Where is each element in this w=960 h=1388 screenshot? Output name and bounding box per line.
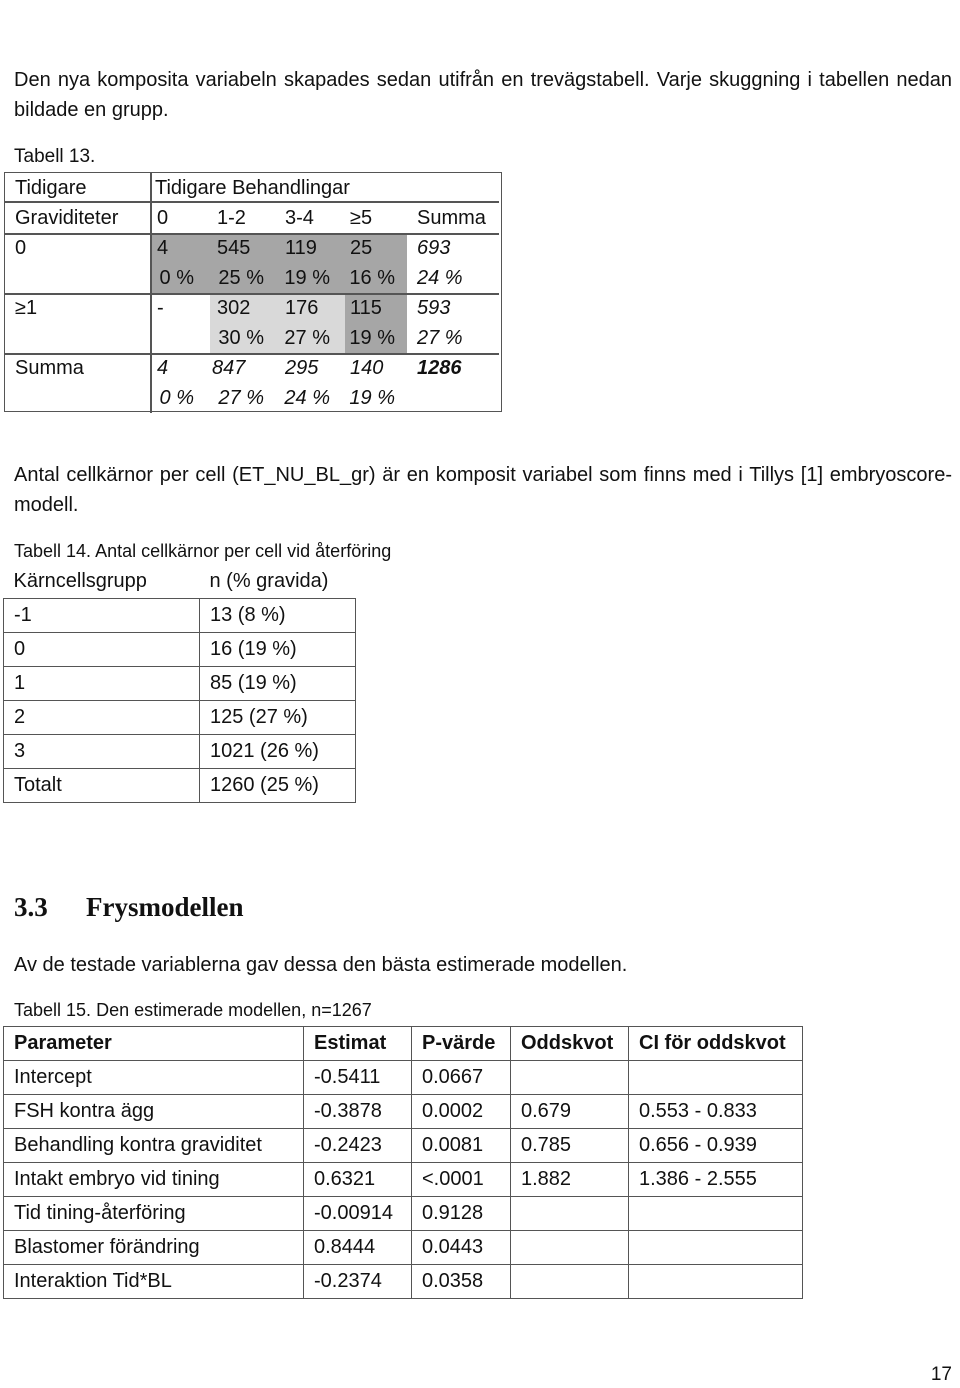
column-header: 1-2 — [217, 207, 246, 229]
cell-count: 545 — [217, 237, 251, 259]
table15-cell: -0.2374 — [304, 1265, 412, 1299]
cell-pct: 24 % — [417, 267, 463, 289]
table-row — [4, 1265, 803, 1299]
table14-cell: 13 (8 %) — [200, 599, 356, 633]
table15-header: Parameter — [4, 1027, 304, 1061]
cell-count: 693 — [417, 237, 451, 259]
table15-cell: 0.0443 — [412, 1231, 511, 1265]
row-header-label: Tidigare — [15, 177, 87, 199]
page-number: 17 — [930, 1364, 952, 1385]
table14-caption-label: Tabell 14. — [14, 541, 92, 561]
table13-caption: Tabell 13. — [14, 146, 96, 167]
table15-caption-label: Tabell 15. — [14, 1000, 92, 1020]
cell-pct: 27 % — [218, 387, 264, 409]
table-row — [4, 1129, 803, 1163]
column-header: 3-4 — [285, 207, 314, 229]
table-row — [4, 667, 356, 701]
row-header-label: Graviditeter — [15, 207, 119, 229]
table-row — [4, 1197, 803, 1231]
table15-cell: -0.5411 — [304, 1061, 412, 1095]
table15-cell: Intakt embryo vid tining — [4, 1163, 304, 1197]
table15-cell — [511, 1061, 629, 1095]
cell-count: 847 — [212, 357, 246, 379]
column-header: Summa — [417, 207, 486, 229]
table15-cell: 0.656 - 0.939 — [629, 1129, 803, 1163]
table14 — [3, 565, 356, 803]
table15-caption — [14, 1000, 372, 1021]
table15-cell: Intercept — [4, 1061, 304, 1095]
table15-cell: Behandling kontra graviditet — [4, 1129, 304, 1163]
composite-variable-paragraph: Antal cellkärnor per cell (ET_NU_BL_gr) är en komposit variabel som finns med i Tillys [1] embryoscore-modell. — [14, 464, 952, 516]
table15-cell: -0.2423 — [304, 1129, 412, 1163]
cell-count: 176 — [285, 297, 319, 319]
row-label: 0 — [15, 237, 27, 259]
table15-cell: Blastomer förändring — [4, 1231, 304, 1265]
table15-header: Oddskvot — [511, 1027, 629, 1061]
cell-count: 140 — [350, 357, 384, 379]
cell-pct: 19 % — [284, 267, 330, 289]
table15-cell: 0.6321 — [304, 1163, 412, 1197]
section-number: 3.3 — [14, 892, 48, 922]
table14-cell: 1 — [4, 667, 200, 701]
table-row — [4, 633, 356, 667]
table15-header: P-värde — [412, 1027, 511, 1061]
table15-cell: 0.0002 — [412, 1095, 511, 1129]
table15-cell — [629, 1061, 803, 1095]
cell-count: 295 — [285, 357, 319, 379]
section-heading — [14, 892, 243, 923]
cell-pct: 27 % — [417, 327, 463, 349]
table-row — [4, 1061, 803, 1095]
cell-count: 119 — [285, 237, 317, 259]
cell-pct: 19 % — [349, 387, 395, 409]
table13 — [4, 172, 502, 412]
cell-count: 4 — [157, 357, 169, 379]
table14-caption-text: Antal cellkärnor per cell vid återföring — [95, 541, 392, 561]
cell-pct: 24 % — [284, 387, 330, 409]
cell-pct: 19 % — [349, 327, 395, 349]
cell-count: 115 — [350, 297, 382, 319]
table14-cell: 3 — [4, 735, 200, 769]
table14-header: Kärncellsgrupp — [4, 565, 200, 599]
cell-pct: 30 % — [218, 327, 264, 349]
table15-cell: 1.882 — [511, 1163, 629, 1197]
table14-cell: 1260 (25 %) — [200, 769, 356, 803]
table14-cell: 1021 (26 %) — [200, 735, 356, 769]
table14-cell: Totalt — [4, 769, 200, 803]
table15-cell: 1.386 - 2.555 — [629, 1163, 803, 1197]
table15-cell: 0.0081 — [412, 1129, 511, 1163]
cell-pct: 0 % — [159, 387, 194, 409]
table14-cell: 2 — [4, 701, 200, 735]
table15-cell — [511, 1197, 629, 1231]
table15-cell — [629, 1197, 803, 1231]
table14-cell: -1 — [4, 599, 200, 633]
table15-cell: <.0001 — [412, 1163, 511, 1197]
table15-cell: -0.3878 — [304, 1095, 412, 1129]
cell-count: 302 — [217, 297, 251, 319]
table14-cell: 125 (27 %) — [200, 701, 356, 735]
cell-pct: 25 % — [218, 267, 264, 289]
row-label: ≥1 — [15, 297, 38, 319]
table14-cell: 16 (19 %) — [200, 633, 356, 667]
grand-total: 1286 — [417, 357, 462, 379]
table15-cell: 0.9128 — [412, 1197, 511, 1231]
table15-cell — [629, 1265, 803, 1299]
table-row — [4, 1163, 803, 1197]
cell-count: 593 — [417, 297, 451, 319]
section-title: Frysmodellen — [86, 892, 244, 922]
table15-cell: 0.785 — [511, 1129, 629, 1163]
table15 — [3, 1026, 803, 1299]
table15-cell: 0.8444 — [304, 1231, 412, 1265]
column-header: ≥5 — [350, 207, 373, 229]
cell-count: 25 — [350, 237, 373, 259]
table-row — [4, 1095, 803, 1129]
cell-pct: 27 % — [284, 327, 330, 349]
table-row — [4, 1231, 803, 1265]
table15-cell: Interaktion Tid*BL — [4, 1265, 304, 1299]
cell-count: - — [157, 297, 164, 319]
table14-cell: 85 (19 %) — [200, 667, 356, 701]
table14-caption — [14, 541, 391, 562]
table-row — [4, 735, 356, 769]
table15-cell: FSH kontra ägg — [4, 1095, 304, 1129]
table-row — [4, 769, 356, 803]
table-row — [4, 599, 356, 633]
column-header: 0 — [157, 207, 169, 229]
table15-cell: 0.679 — [511, 1095, 629, 1129]
table14-cell: 0 — [4, 633, 200, 667]
table14-header: n (% gravida) — [200, 565, 356, 599]
table15-cell — [511, 1265, 629, 1299]
table15-cell: 0.553 - 0.833 — [629, 1095, 803, 1129]
cell-count: 4 — [157, 237, 169, 259]
table15-header: CI för oddskvot — [629, 1027, 803, 1061]
table15-header: Estimat — [304, 1027, 412, 1061]
table15-cell: 0.0667 — [412, 1061, 511, 1095]
table15-cell: 0.0358 — [412, 1265, 511, 1299]
table-row — [4, 701, 356, 735]
cell-pct: 16 % — [349, 267, 395, 289]
cell-pct: 0 % — [159, 267, 194, 289]
table15-cell: -0.00914 — [304, 1197, 412, 1231]
model-intro-paragraph: Av de testade variablerna gav dessa den bästa estimerade modellen. — [14, 954, 628, 976]
table15-caption-text: Den estimerade modellen, n=1267 — [96, 1000, 372, 1020]
intro-paragraph: Den nya komposita variabeln skapades sedan utifrån en trevägstabell. Varje skuggning i tabellen nedan bildade en grupp. — [14, 69, 952, 121]
row-label: Summa — [15, 357, 84, 379]
table15-cell — [629, 1231, 803, 1265]
table15-cell — [511, 1231, 629, 1265]
table15-cell: Tid tining-återföring — [4, 1197, 304, 1231]
column-group-label: Tidigare Behandlingar — [155, 177, 350, 199]
